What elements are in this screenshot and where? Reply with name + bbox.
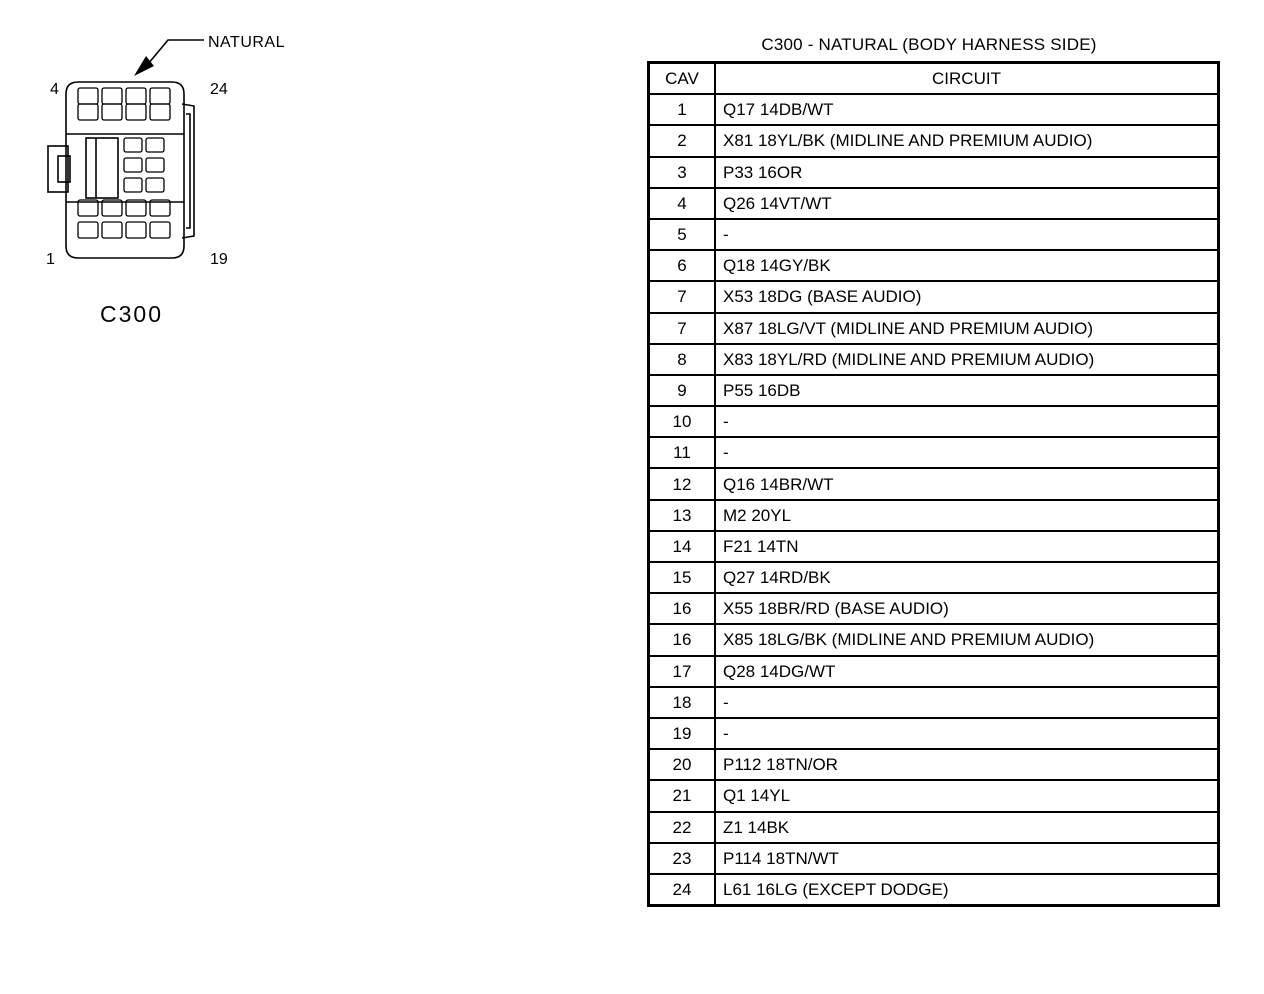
cav-cell: 21 <box>649 780 716 811</box>
circuit-cell: - <box>715 406 1219 437</box>
cav-cell: 3 <box>649 157 716 188</box>
pinout-table <box>647 61 1220 907</box>
circuit-cell: Q26 14VT/WT <box>715 188 1219 219</box>
pin-label-bottom-left: 1 <box>46 251 55 268</box>
cavity <box>146 178 164 192</box>
circuit-cell: - <box>715 687 1219 718</box>
circuit-cell: - <box>715 718 1219 749</box>
circuit-cell: - <box>715 219 1219 250</box>
cav-cell: 7 <box>649 313 716 344</box>
cavity <box>146 138 164 152</box>
cavity <box>146 158 164 172</box>
cav-cell: 13 <box>649 500 716 531</box>
cavity <box>126 104 146 120</box>
cavity <box>78 222 98 238</box>
connector-body <box>48 82 194 258</box>
circuit-cell: P114 18TN/WT <box>715 843 1219 874</box>
cav-cell: 11 <box>649 437 716 468</box>
cavity <box>102 222 122 238</box>
pinout-table-body <box>649 94 1219 905</box>
table-row <box>649 406 1219 437</box>
table-row <box>649 593 1219 624</box>
circuit-cell: P55 16DB <box>715 375 1219 406</box>
cav-cell: 4 <box>649 188 716 219</box>
table-row <box>649 749 1219 780</box>
circuit-cell: X83 18YL/RD (MIDLINE AND PREMIUM AUDIO) <box>715 344 1219 375</box>
circuit-cell: Q17 14DB/WT <box>715 94 1219 125</box>
circuit-cell: Q1 14YL <box>715 780 1219 811</box>
circuit-cell: P112 18TN/OR <box>715 749 1219 780</box>
arrow-head <box>134 56 154 76</box>
cav-cell: 23 <box>649 843 716 874</box>
cav-cell: 14 <box>649 531 716 562</box>
table-row <box>649 874 1219 906</box>
table-row <box>649 843 1219 874</box>
cavity <box>102 88 122 104</box>
cav-cell: 12 <box>649 468 716 499</box>
table-row <box>649 125 1219 156</box>
circuit-cell: - <box>715 437 1219 468</box>
table-row <box>649 500 1219 531</box>
table-row <box>649 313 1219 344</box>
table-row <box>649 562 1219 593</box>
table-row <box>649 780 1219 811</box>
circuit-cell: X53 18DG (BASE AUDIO) <box>715 281 1219 312</box>
connector-name: C300 <box>100 301 163 327</box>
pin-label-bottom-right: 19 <box>210 251 228 268</box>
circuit-cell: Q27 14RD/BK <box>715 562 1219 593</box>
column-header-circuit: CIRCUIT <box>715 63 1219 95</box>
cavity <box>78 104 98 120</box>
pin-label-top-right: 24 <box>210 81 228 98</box>
table-row <box>649 437 1219 468</box>
table-row <box>649 219 1219 250</box>
cav-cell: 9 <box>649 375 716 406</box>
cavity <box>150 222 170 238</box>
cav-cell: 16 <box>649 593 716 624</box>
table-row <box>649 624 1219 655</box>
table-row <box>649 812 1219 843</box>
cav-cell: 6 <box>649 250 716 281</box>
cavity <box>150 88 170 104</box>
table-row <box>649 188 1219 219</box>
table-row <box>649 656 1219 687</box>
cav-cell: 24 <box>649 874 716 906</box>
circuit-cell: M2 20YL <box>715 500 1219 531</box>
table-row <box>649 157 1219 188</box>
leader-arrow <box>148 40 204 64</box>
cavity <box>126 88 146 104</box>
cavity <box>124 158 142 172</box>
circuit-cell: X81 18YL/BK (MIDLINE AND PREMIUM AUDIO) <box>715 125 1219 156</box>
cav-cell: 20 <box>649 749 716 780</box>
cavity <box>124 138 142 152</box>
circuit-cell: X87 18LG/VT (MIDLINE AND PREMIUM AUDIO) <box>715 313 1219 344</box>
circuit-cell: Q28 14DG/WT <box>715 656 1219 687</box>
table-header-row <box>649 63 1219 95</box>
cav-cell: 22 <box>649 812 716 843</box>
cav-cell: 1 <box>649 94 716 125</box>
circuit-cell: Q18 14GY/BK <box>715 250 1219 281</box>
cavity <box>78 88 98 104</box>
table-row <box>649 281 1219 312</box>
circuit-cell: Q16 14BR/WT <box>715 468 1219 499</box>
connector-diagram <box>0 0 300 340</box>
connector-cavities <box>78 88 170 238</box>
table-row <box>649 344 1219 375</box>
table-title: C300 - NATURAL (BODY HARNESS SIDE) <box>761 35 1097 54</box>
cav-cell: 8 <box>649 344 716 375</box>
table-row <box>649 687 1219 718</box>
circuit-cell: F21 14TN <box>715 531 1219 562</box>
cav-cell: 16 <box>649 624 716 655</box>
cav-cell: 18 <box>649 687 716 718</box>
circuit-cell: Z1 14BK <box>715 812 1219 843</box>
cavity <box>126 222 146 238</box>
circuit-cell: L61 16LG (EXCEPT DODGE) <box>715 874 1219 906</box>
table-row <box>649 94 1219 125</box>
cavity <box>124 178 142 192</box>
cavity <box>102 104 122 120</box>
cavity <box>150 104 170 120</box>
table-row <box>649 531 1219 562</box>
table-row <box>649 718 1219 749</box>
pin-label-top-left: 4 <box>50 81 59 98</box>
cav-cell: 17 <box>649 656 716 687</box>
cav-cell: 2 <box>649 125 716 156</box>
cav-cell: 7 <box>649 281 716 312</box>
column-header-cav: CAV <box>649 63 716 95</box>
cav-cell: 10 <box>649 406 716 437</box>
cav-cell: 19 <box>649 718 716 749</box>
table-row <box>649 468 1219 499</box>
table-row <box>649 250 1219 281</box>
circuit-cell: X85 18LG/BK (MIDLINE AND PREMIUM AUDIO) <box>715 624 1219 655</box>
cav-cell: 5 <box>649 219 716 250</box>
table-row <box>649 375 1219 406</box>
connector-color-label: NATURAL <box>208 34 285 51</box>
circuit-cell: X55 18BR/RD (BASE AUDIO) <box>715 593 1219 624</box>
circuit-cell: P33 16OR <box>715 157 1219 188</box>
cav-cell: 15 <box>649 562 716 593</box>
